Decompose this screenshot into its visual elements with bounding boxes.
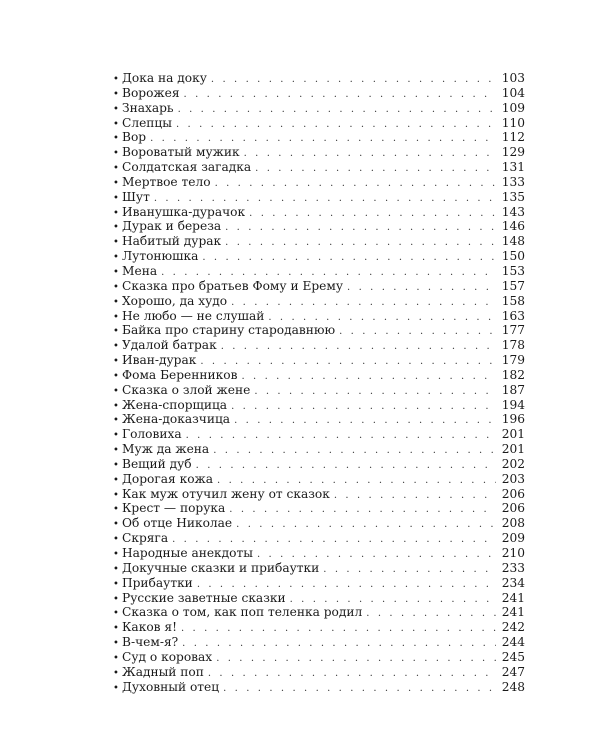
bullet-icon: • xyxy=(113,148,119,160)
toc-entry[interactable] xyxy=(113,561,525,576)
toc-entry-title: Не любо — не слушай xyxy=(122,308,265,323)
toc-entry-page-number: 158 xyxy=(496,294,525,309)
toc-entry-page-number: 110 xyxy=(496,116,525,131)
bullet-icon: • xyxy=(113,430,119,442)
toc-entry-page-number: 157 xyxy=(496,279,525,294)
toc-entry[interactable] xyxy=(113,160,525,175)
bullet-icon: • xyxy=(113,133,119,145)
toc-entry[interactable] xyxy=(113,665,525,680)
toc-entry-title: Иванушка-дурачок xyxy=(122,204,246,219)
toc-entry-title: Дорогая кожа xyxy=(122,471,214,486)
toc-entry-title: Мертвое тело xyxy=(122,174,211,189)
toc-entry-page-number: 233 xyxy=(496,561,525,576)
toc-entry[interactable] xyxy=(113,457,525,472)
toc-entry-page-number: 241 xyxy=(496,605,525,620)
toc-entry-page-number: 208 xyxy=(496,516,525,531)
toc-entry[interactable] xyxy=(113,605,525,620)
toc-entry[interactable] xyxy=(113,546,525,561)
bullet-icon: • xyxy=(113,341,119,353)
bullet-icon: • xyxy=(113,74,119,85)
toc-entry-title: Лутонюшка xyxy=(122,249,199,264)
toc-entry-page-number: 206 xyxy=(496,487,525,502)
toc-entry-title: Вороватый мужик xyxy=(122,145,240,160)
bullet-icon: • xyxy=(113,237,119,249)
bullet-icon: • xyxy=(113,385,119,397)
toc-entry-title: Сказка о том, как поп теленка родил xyxy=(122,605,363,620)
toc-entry[interactable] xyxy=(113,650,525,665)
toc-entry-title: Жадный поп xyxy=(122,664,204,679)
bullet-icon: • xyxy=(113,534,119,546)
toc-entry-page-number: 131 xyxy=(496,160,525,175)
bullet-icon: • xyxy=(113,356,119,368)
toc-entry-page-number: 244 xyxy=(496,635,525,650)
dot-leader xyxy=(244,147,496,162)
toc-entry[interactable] xyxy=(113,487,525,502)
toc-entry[interactable] xyxy=(113,71,525,86)
toc-entry-page-number: 187 xyxy=(496,383,525,398)
toc-entry-title: Фома Беренников xyxy=(122,367,238,382)
toc-entry-title: Дурак и береза xyxy=(122,219,222,234)
bullet-icon: • xyxy=(113,519,119,531)
toc-entry[interactable] xyxy=(113,516,525,531)
toc-entry-title: Об отце Николае xyxy=(122,516,233,531)
toc-entry-page-number: 103 xyxy=(496,71,525,86)
dot-leader xyxy=(236,518,496,533)
toc-entry-page-number: 148 xyxy=(496,234,525,249)
toc-entry[interactable] xyxy=(113,279,525,294)
toc-entry-page-number: 153 xyxy=(496,264,525,279)
toc-entry-title: Ворожея xyxy=(122,85,180,100)
toc-entry-page-number: 202 xyxy=(496,457,525,472)
toc-entry[interactable] xyxy=(113,680,525,695)
toc-entry-title: Солдатская загадка xyxy=(122,160,252,175)
toc-entry[interactable] xyxy=(113,398,525,413)
toc-entry-title: Докучные сказки и прибаутки xyxy=(122,560,320,575)
dot-leader xyxy=(255,162,496,177)
toc-entry-title: Народные анекдоты xyxy=(122,546,253,560)
toc-entry-title: Как муж отучил жену от сказок xyxy=(122,486,330,501)
toc-entry-page-number: 194 xyxy=(496,398,525,413)
toc-entry[interactable] xyxy=(113,576,525,591)
dot-leader xyxy=(221,340,496,355)
toc-entry-title: Знахарь xyxy=(122,100,174,115)
dot-leader xyxy=(186,429,496,444)
toc-entry[interactable] xyxy=(113,190,525,205)
toc-entry-title: Суд о коровах xyxy=(122,649,213,664)
dot-leader xyxy=(225,236,496,251)
toc-entry-page-number: 109 xyxy=(496,101,525,116)
toc-entry-title: Крест — порука xyxy=(122,501,226,516)
toc-entry-title: Жена-доказчица xyxy=(122,412,231,427)
dot-leader xyxy=(231,296,496,311)
toc-entry[interactable] xyxy=(113,249,525,264)
toc-entry[interactable] xyxy=(113,264,525,279)
dot-leader xyxy=(225,221,496,236)
toc-entry[interactable] xyxy=(113,427,525,442)
toc-entry[interactable] xyxy=(113,205,525,220)
toc-entry-page-number: 163 xyxy=(496,309,525,324)
toc-entry[interactable] xyxy=(113,101,525,116)
bullet-icon: • xyxy=(113,311,119,323)
dot-leader xyxy=(231,400,496,415)
toc-entry-page-number: 104 xyxy=(496,86,525,101)
toc-entry[interactable] xyxy=(113,323,525,338)
bullet-icon: • xyxy=(113,593,119,605)
bullet-icon: • xyxy=(113,192,119,204)
table-of-contents xyxy=(113,71,525,694)
toc-entry-title: Вещий дуб xyxy=(122,456,192,471)
toc-entry-page-number: 209 xyxy=(496,531,525,546)
bullet-icon: • xyxy=(113,415,119,427)
toc-entry-title: Вор xyxy=(122,130,147,145)
toc-entry-title: Удалой батрак xyxy=(122,338,217,353)
dot-leader xyxy=(323,563,496,578)
bullet-icon: • xyxy=(113,638,119,650)
bullet-icon: • xyxy=(113,504,119,516)
dot-leader xyxy=(213,444,496,459)
dot-leader xyxy=(196,459,496,474)
bullet-icon: • xyxy=(113,118,119,130)
toc-entry-page-number: 177 xyxy=(496,323,525,338)
dot-leader xyxy=(182,637,496,652)
toc-entry-page-number: 143 xyxy=(496,205,525,220)
toc-entry-page-number: 133 xyxy=(496,175,525,190)
toc-entry[interactable] xyxy=(113,531,525,546)
bullet-icon: • xyxy=(113,163,119,175)
toc-entry[interactable] xyxy=(113,338,525,353)
bullet-icon: • xyxy=(113,266,119,278)
bullet-icon: • xyxy=(113,370,119,382)
toc-entry-title: Сказка про братьев Фому и Ерему xyxy=(122,278,344,293)
toc-entry[interactable] xyxy=(113,353,525,368)
toc-entry[interactable] xyxy=(113,412,525,427)
toc-entry-title: Мена xyxy=(122,263,158,278)
toc-entry[interactable] xyxy=(113,86,525,101)
bullet-icon: • xyxy=(113,296,119,308)
toc-entry[interactable] xyxy=(113,591,525,606)
toc-entry-page-number: 206 xyxy=(496,501,525,516)
toc-entry-title: Набитый дурак xyxy=(122,234,222,249)
toc-entry-page-number: 135 xyxy=(496,190,525,205)
bullet-icon: • xyxy=(113,177,119,189)
toc-entry-title: Каков я! xyxy=(122,620,177,635)
dot-leader xyxy=(178,103,496,118)
dot-leader xyxy=(254,385,496,400)
toc-entry-page-number: 182 xyxy=(496,368,525,383)
dot-leader xyxy=(241,370,496,385)
dot-leader xyxy=(234,414,496,429)
dot-leader xyxy=(211,73,496,88)
toc-entry-page-number: 241 xyxy=(496,591,525,606)
bullet-icon: • xyxy=(113,489,119,501)
bullet-icon: • xyxy=(113,474,119,486)
toc-entry-page-number: 196 xyxy=(496,412,525,427)
dot-leader xyxy=(347,281,496,296)
toc-entry[interactable] xyxy=(113,175,525,190)
toc-entry[interactable] xyxy=(113,635,525,650)
toc-entry[interactable] xyxy=(113,130,525,145)
toc-entry[interactable] xyxy=(113,472,525,487)
toc-entry-page-number: 179 xyxy=(496,353,525,368)
toc-entry-page-number: 146 xyxy=(496,219,525,234)
bullet-icon: • xyxy=(113,445,119,457)
toc-entry-title: Иван-дурак xyxy=(122,353,197,368)
bullet-icon: • xyxy=(113,652,119,664)
toc-entry[interactable] xyxy=(113,309,525,324)
dot-leader xyxy=(176,118,496,133)
toc-entry-title: Муж да жена xyxy=(122,442,210,457)
toc-entry-page-number: 248 xyxy=(496,680,525,695)
toc-entry[interactable] xyxy=(113,368,525,383)
toc-entry-page-number: 247 xyxy=(496,665,525,680)
bullet-icon: • xyxy=(113,549,119,560)
dot-leader xyxy=(223,682,496,697)
dot-leader xyxy=(216,652,496,667)
toc-entry-page-number: 201 xyxy=(496,442,525,457)
dot-leader xyxy=(339,325,496,340)
bullet-icon: • xyxy=(113,623,119,635)
toc-entry-title: Дока на доку xyxy=(122,71,207,85)
toc-entry-page-number: 234 xyxy=(496,576,525,591)
bullet-icon: • xyxy=(113,88,119,100)
bullet-icon: • xyxy=(113,103,119,115)
dot-leader xyxy=(366,607,496,622)
toc-entry-page-number: 150 xyxy=(496,249,525,264)
toc-entry-title: Прибаутки xyxy=(122,575,193,590)
dot-leader xyxy=(249,207,496,222)
bullet-icon: • xyxy=(113,207,119,219)
dot-leader xyxy=(181,622,496,637)
toc-entry-title: Сказка о злой жене xyxy=(122,382,251,397)
toc-entry-title: Хорошо, да худо xyxy=(122,293,228,308)
bullet-icon: • xyxy=(113,667,119,679)
dot-leader xyxy=(208,667,496,682)
dot-leader xyxy=(202,251,496,266)
bullet-icon: • xyxy=(113,578,119,590)
toc-entry-page-number: 201 xyxy=(496,427,525,442)
bullet-icon: • xyxy=(113,459,119,471)
toc-entry-page-number: 129 xyxy=(496,145,525,160)
dot-leader xyxy=(215,177,496,192)
dot-leader xyxy=(334,489,496,504)
toc-entry-title: Русские заветные сказки xyxy=(122,590,286,605)
toc-entry[interactable] xyxy=(113,145,525,160)
toc-entry-page-number: 210 xyxy=(496,546,525,561)
toc-entry[interactable] xyxy=(113,620,525,635)
bullet-icon: • xyxy=(113,608,119,620)
dot-leader xyxy=(200,355,496,370)
toc-entry-title: Слепцы xyxy=(122,115,172,130)
toc-entry-title: Жена-спорщица xyxy=(122,397,228,412)
bullet-icon: • xyxy=(113,563,119,575)
toc-entry[interactable] xyxy=(113,294,525,309)
bullet-icon: • xyxy=(113,682,119,694)
bullet-icon: • xyxy=(113,400,119,412)
bullet-icon: • xyxy=(113,281,119,293)
toc-entry-title: Байка про старину стародавнюю xyxy=(122,323,336,338)
toc-entry-page-number: 245 xyxy=(496,650,525,665)
bullet-icon: • xyxy=(113,252,119,264)
bullet-icon: • xyxy=(113,326,119,338)
toc-entry-page-number: 178 xyxy=(496,338,525,353)
toc-entry[interactable] xyxy=(113,442,525,457)
toc-entry-title: Духовный отец xyxy=(122,679,220,694)
toc-entry[interactable] xyxy=(113,234,525,249)
toc-entry-title: Шут xyxy=(122,189,150,204)
toc-entry-page-number: 203 xyxy=(496,472,525,487)
toc-entry-title: Скряга xyxy=(122,531,169,546)
toc-entry-page-number: 112 xyxy=(496,130,525,145)
toc-entry[interactable] xyxy=(113,116,525,131)
toc-entry-page-number: 242 xyxy=(496,620,525,635)
toc-entry[interactable] xyxy=(113,501,525,516)
toc-entry-title: Головиха xyxy=(122,427,182,442)
bullet-icon: • xyxy=(113,222,119,234)
toc-entry[interactable] xyxy=(113,219,525,234)
dot-leader xyxy=(229,503,496,518)
dot-leader xyxy=(184,88,496,103)
toc-entry[interactable] xyxy=(113,383,525,398)
toc-entry-title: В-чем-я? xyxy=(122,635,179,650)
